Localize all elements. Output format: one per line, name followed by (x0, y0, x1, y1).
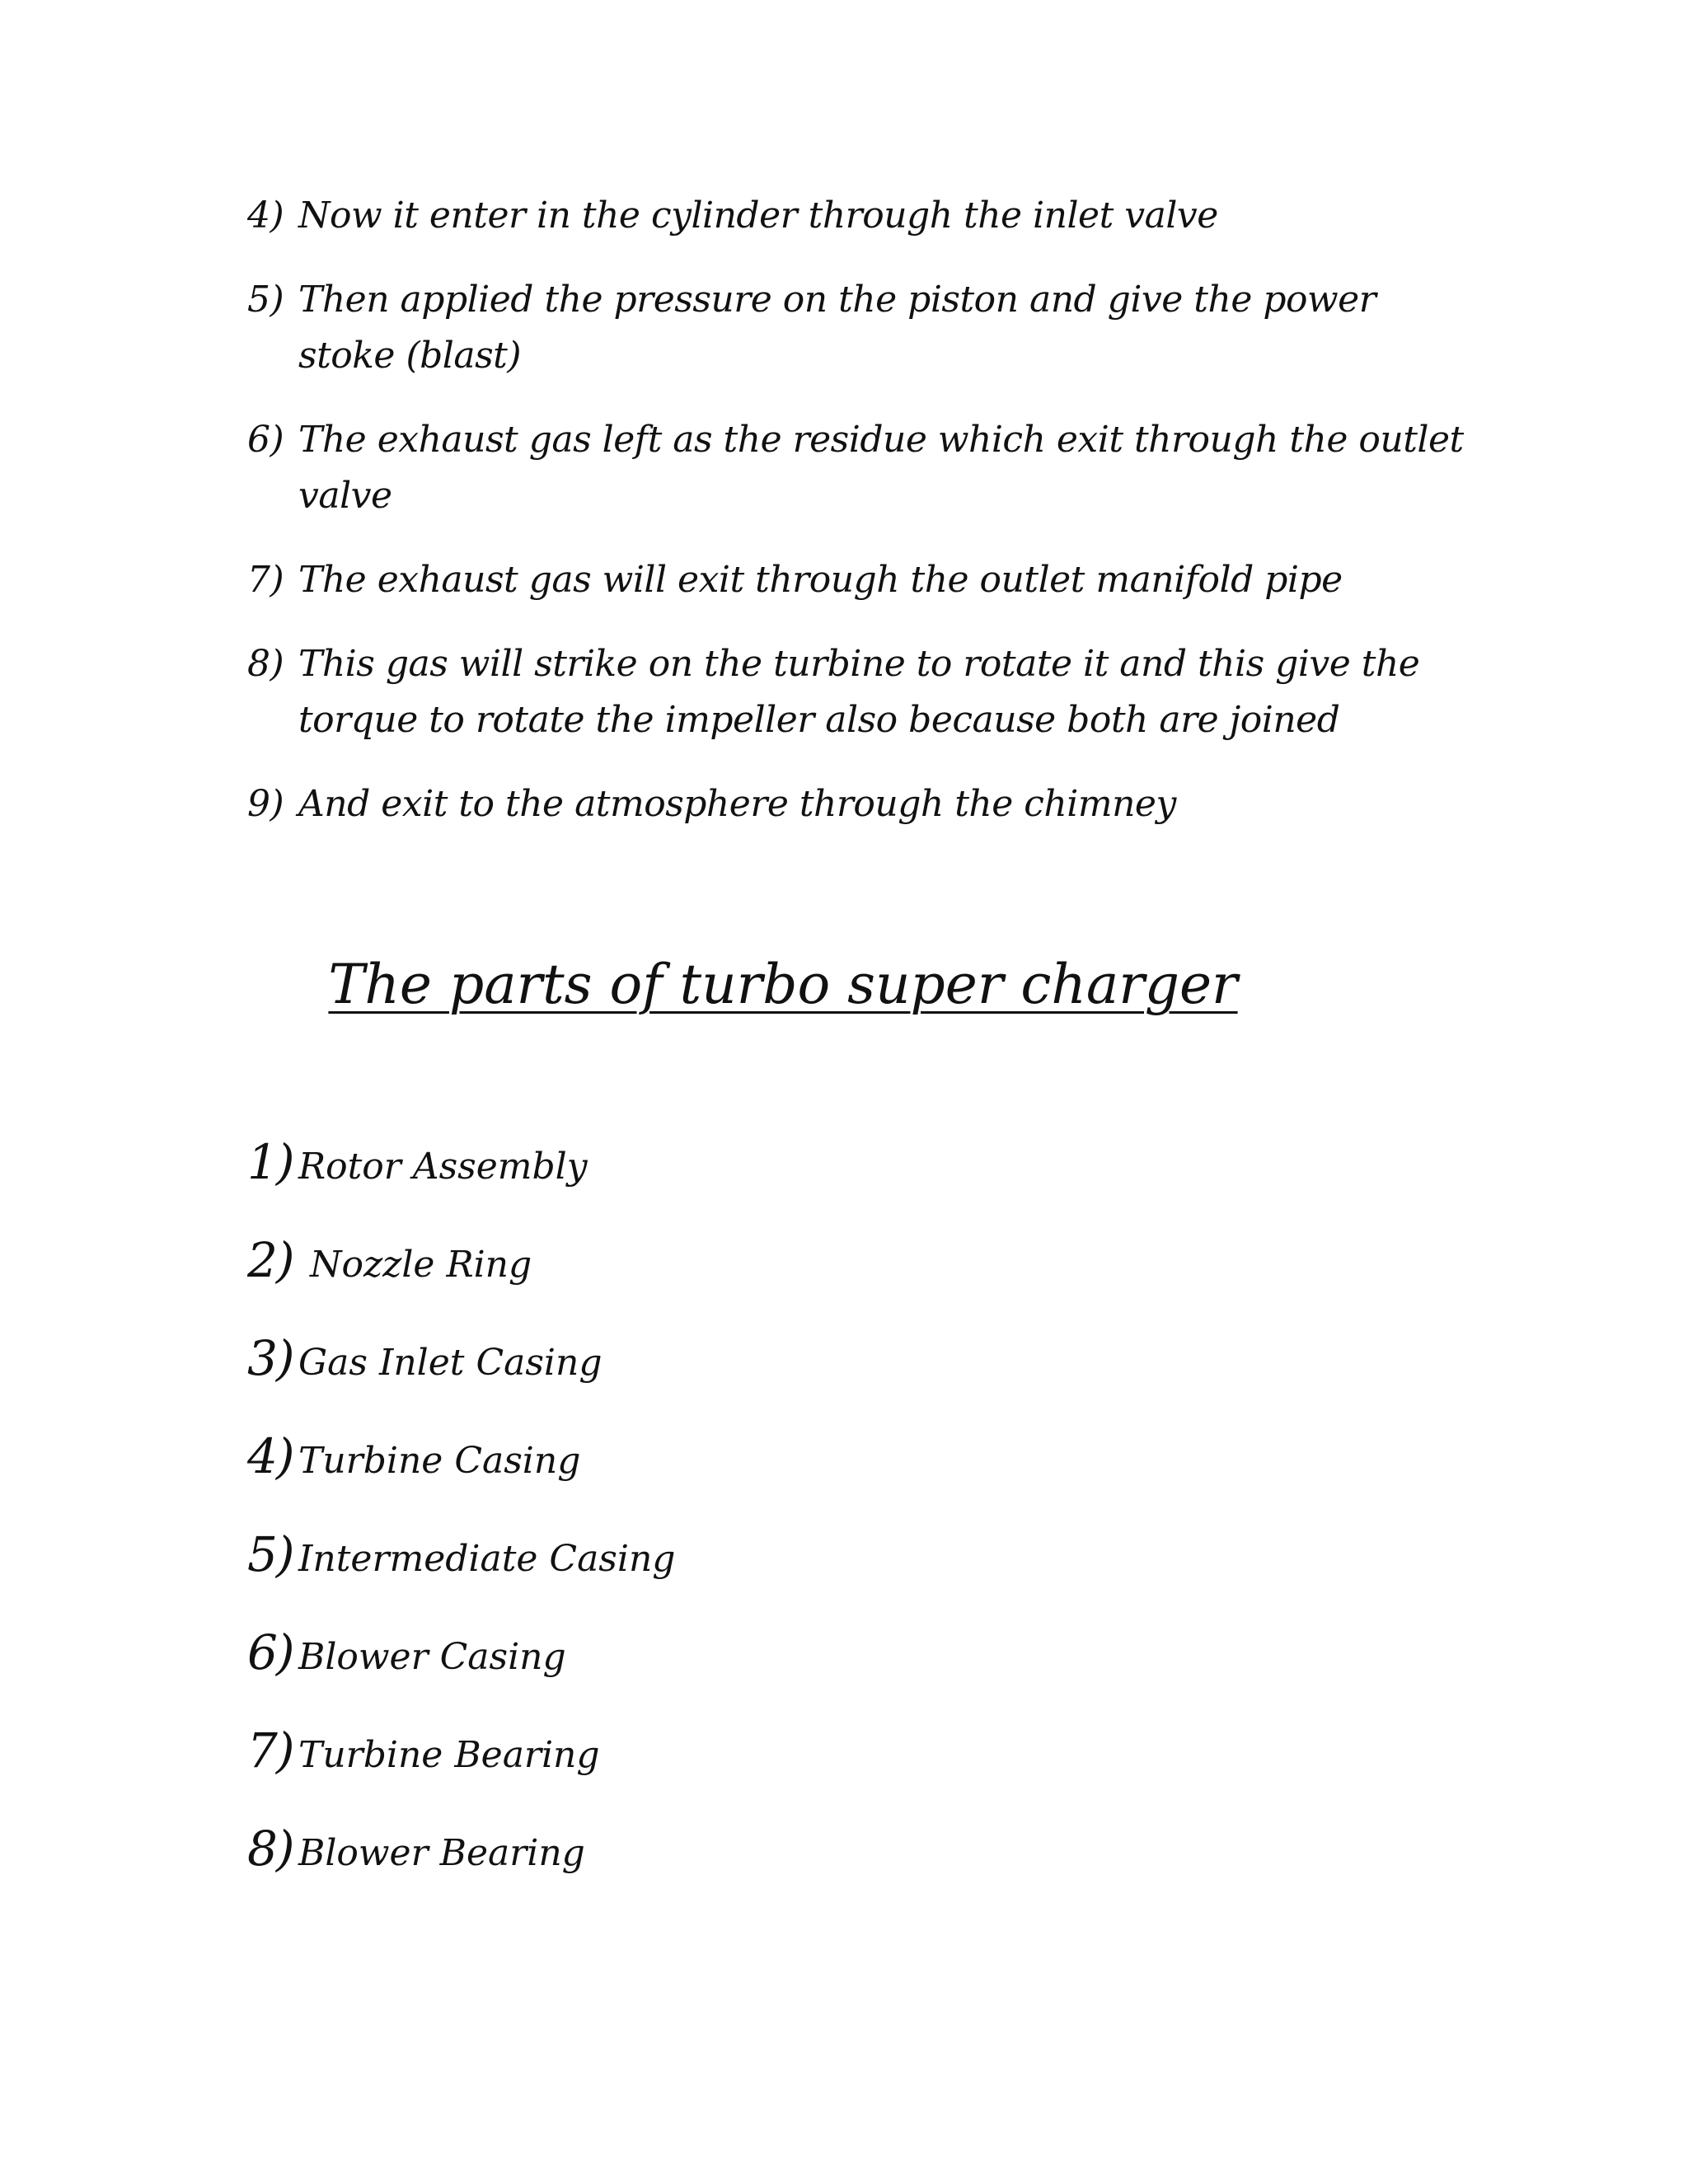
process-steps-list (247, 188, 1467, 860)
step-text: The exhaust gas will exit through the outlet manifold pipe (298, 559, 1343, 601)
part-label: Blower Casing (298, 1636, 566, 1678)
process-step (247, 272, 1467, 384)
part-item (247, 1718, 675, 1816)
part-number: 4) (247, 1428, 293, 1484)
part-number: 2) (247, 1232, 293, 1288)
part-label: Intermediate Casing (298, 1538, 676, 1580)
part-item (247, 1325, 675, 1423)
section-title: The parts of turbo super charger (328, 953, 1238, 1016)
part-label: Turbine Casing (298, 1440, 581, 1482)
part-item (247, 1129, 675, 1227)
step-number: 6) (247, 419, 284, 461)
step-text: The exhaust gas left as the residue which exit through the outlet valve (298, 419, 1464, 517)
part-number: 1) (247, 1134, 293, 1190)
part-number: 7) (247, 1722, 293, 1779)
part-item (247, 1227, 675, 1325)
part-number: 3) (247, 1330, 293, 1386)
part-label: Blower Bearing (298, 1832, 585, 1874)
part-label: Turbine Bearing (298, 1734, 600, 1776)
process-step (247, 552, 1467, 608)
part-number: 6) (247, 1624, 293, 1680)
part-item (247, 1619, 675, 1718)
part-item (247, 1816, 675, 1914)
part-number: 8) (247, 1821, 293, 1877)
part-item (247, 1521, 675, 1619)
part-item (247, 1423, 675, 1521)
process-step (247, 636, 1467, 748)
process-step (247, 776, 1467, 832)
process-step (247, 412, 1467, 524)
step-number: 8) (247, 643, 284, 685)
step-text: This gas will strike on the turbine to rotate it and this give the torque to rotate the impeller also because both are joined (298, 643, 1420, 741)
step-text: Then applied the pressure on the piston and give the power stoke (blast) (298, 279, 1376, 377)
step-number: 5) (247, 279, 284, 321)
step-text: Now it enter in the cylinder through the inlet valve (298, 194, 1218, 237)
part-label: Nozzle Ring (298, 1244, 532, 1286)
part-label: Rotor Assembly (298, 1146, 588, 1188)
process-step (247, 188, 1467, 244)
parts-list (247, 1129, 675, 1914)
part-label: Gas Inlet Casing (298, 1342, 603, 1384)
step-number: 9) (247, 783, 284, 825)
step-number: 4) (247, 194, 284, 237)
step-text: And exit to the atmosphere through the chimney (298, 783, 1176, 825)
step-number: 7) (247, 559, 284, 601)
part-number: 5) (247, 1526, 293, 1582)
